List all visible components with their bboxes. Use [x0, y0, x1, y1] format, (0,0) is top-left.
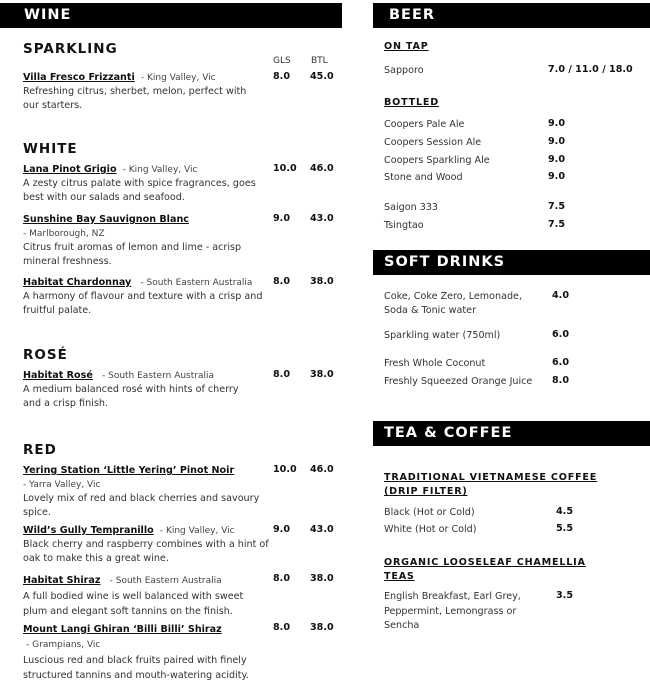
wine-description: Lovely mix of red and black cherries and savoury spice. [23, 493, 260, 518]
price-glass: 10.0 [273, 163, 297, 174]
subheading-looseleaf-teas: ORGANIC LOOSELEAF CHAMELLIA TEAS [384, 557, 586, 582]
price-bottle: 38.0 [310, 573, 334, 584]
wine-description: A full bodied wine is well balanced with sweet plum and elegant soft tannins on the finish. [23, 591, 244, 617]
wine-name: Habitat Chardonnay [23, 277, 132, 288]
soft-drink-price: 4.0 [552, 290, 569, 301]
coffee-price: 5.5 [556, 523, 573, 534]
wine-description: A harmony of flavour and texture with a crisp and fruitful palate. [23, 291, 263, 316]
subheading-on-tap: ON TAP [384, 41, 429, 52]
soft-drink-price: 6.0 [552, 329, 569, 340]
price-glass: 10.0 [273, 464, 297, 475]
wine-origin: - King Valley, Vic [122, 165, 198, 175]
column-header-bottle: BTL [311, 56, 328, 66]
wine-name: Villa Fresco Frizzanti [23, 72, 135, 83]
soft-drink-item: Sparkling water (750ml) [384, 330, 501, 341]
price-bottle: 38.0 [310, 369, 334, 380]
beer-price: 9.0 [548, 154, 565, 165]
soft-drink-price: 6.0 [552, 357, 569, 368]
category-sparkling: SPARKLING [23, 41, 118, 57]
wine-name: Lana Pinot Grigio [23, 164, 117, 175]
price-bottle: 38.0 [310, 622, 334, 633]
wine-name: Mount Langi Ghiran ‘Billi Billi’ Shiraz [23, 624, 222, 635]
category-rose: ROSÉ [23, 347, 68, 363]
price-bottle: 46.0 [310, 464, 334, 475]
category-white: WHITE [23, 141, 78, 157]
price-glass: 8.0 [273, 276, 290, 287]
coffee-item: White (Hot or Cold) [384, 524, 477, 535]
wine-origin: - King Valley, Vic [140, 73, 216, 83]
beer-price: 7.5 [548, 201, 565, 212]
wine-origin: - South Eastern Australia [140, 278, 253, 288]
price-bottle: 43.0 [310, 213, 334, 224]
wine-name: Habitat Shiraz [23, 575, 101, 586]
wine-description: Citrus fruit aromas of lemon and lime - acrisp mineral freshness. [23, 242, 242, 267]
tea-price: 3.5 [556, 590, 573, 601]
wine-origin: - South Eastern Australia [109, 576, 222, 586]
price-bottle: 43.0 [310, 524, 334, 535]
beer-item: Stone and Wood [384, 172, 463, 183]
wine-name: Yering Station ‘Little Yering’ Pinot Noir [23, 465, 235, 476]
beer-header: BEER [373, 3, 650, 28]
price-bottle: 45.0 [310, 71, 334, 82]
price-glass: 8.0 [273, 622, 290, 633]
soft-drinks-header: SOFT DRINKS [373, 250, 650, 275]
price-glass: 9.0 [273, 524, 290, 535]
beer-item: Coopers Sparkling Ale [384, 155, 490, 166]
soft-drink-item: Fresh Whole Coconut [384, 358, 486, 369]
wine-description: A medium balanced rosé with hints of cherry and a crisp finish. [23, 384, 239, 409]
wine-name: Habitat Rosé [23, 370, 93, 381]
wine-name: Sunshine Bay Sauvignon Blanc [23, 214, 189, 225]
wine-origin: - Marlborough, NZ [23, 229, 105, 239]
wine-origin: - Yarra Valley, Vic [23, 480, 101, 490]
wine-header: WINE [0, 3, 342, 28]
wine-description: Black cherry and raspberry combines with a hint of oak to make this a great wine. [23, 539, 269, 564]
soft-drink-item: Freshly Squeezed Orange Juice [384, 376, 533, 387]
wine-origin: - Grampians, Vic [26, 640, 101, 650]
coffee-item: Black (Hot or Cold) [384, 507, 475, 518]
price-glass: 8.0 [273, 369, 290, 380]
wine-description: A zesty citrus palate with spice fragrances, goes best with our salads and seafood. [23, 178, 256, 203]
subheading-bottled: BOTTLED [384, 97, 440, 108]
beer-price: 9.0 [548, 136, 565, 147]
tea-item: English Breakfast, Earl Grey, Peppermint, Lemongrass or Sencha [384, 591, 521, 631]
beer-item: Sapporo [384, 65, 424, 76]
soft-drink-item: Coke, Coke Zero, Lemonade, Soda & Tonic water [384, 291, 522, 316]
beer-price: 7.0 / 11.0 / 18.0 [548, 64, 633, 75]
wine-description: Refreshing citrus, sherbet, melon, perfect with our starters. [23, 86, 247, 111]
beer-item: Coopers Session Ale [384, 137, 482, 148]
beer-price: 9.0 [548, 171, 565, 182]
price-glass: 8.0 [273, 573, 290, 584]
coffee-price: 4.5 [556, 506, 573, 517]
price-glass: 9.0 [273, 213, 290, 224]
soft-drink-price: 8.0 [552, 375, 569, 386]
wine-description: Luscious red and black fruits paired with finely structured tannins and mouth-watering acidity. [23, 655, 249, 681]
beer-price: 7.5 [548, 219, 565, 230]
wine-name: Wild’s Gully Tempranillo [23, 525, 154, 536]
category-red: RED [23, 442, 57, 458]
price-bottle: 46.0 [310, 163, 334, 174]
beer-item: Tsingtao [384, 220, 424, 231]
beer-item: Saigon 333 [384, 202, 439, 213]
beer-price: 9.0 [548, 118, 565, 129]
wine-origin: - King Valley, Vic [159, 526, 235, 536]
subheading-vietnamese-coffee: TRADITIONAL VIETNAMESE COFFEE (DRIP FILTER) [384, 472, 598, 497]
beer-item: Coopers Pale Ale [384, 119, 465, 130]
column-header-glass: GLS [273, 56, 291, 66]
wine-origin: - South Eastern Australia [102, 371, 214, 381]
tea-coffee-header: TEA & COFFEE [373, 421, 650, 446]
price-glass: 8.0 [273, 71, 290, 82]
price-bottle: 38.0 [310, 276, 334, 287]
